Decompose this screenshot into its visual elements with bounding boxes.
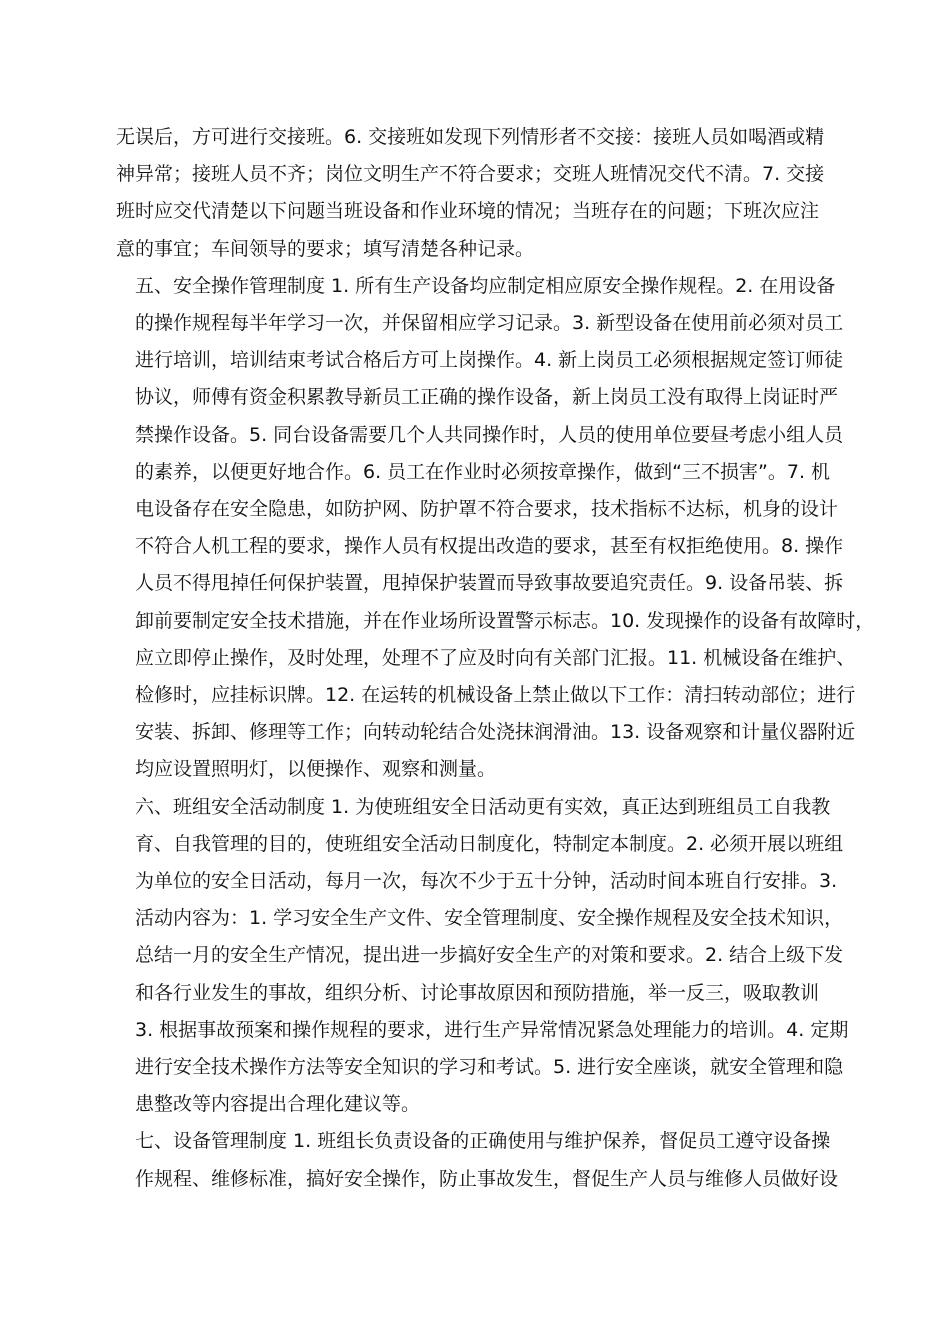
text-line: 患整改等内容提出合理化建议等。: [135, 1093, 421, 1116]
text-line: 六、班组安全活动制度 1. 为使班组安全日活动更有实效，真正达到班组员工自我教: [135, 795, 831, 818]
paragraph-handover-continued: [116, 119, 846, 268]
text-line: 和各行业发生的事故，组织分析、讨论事故原因和预防措施，举一反三，吸取教训: [135, 981, 820, 1004]
text-line: 人员不得甩掉任何保护装置，甩掉保护装置而导致事故要追究责任。9. 设备吊装、拆: [135, 572, 844, 595]
text-line: 为单位的安全日活动，每月一次，每次不少于五十分钟，活动时间本班自行安排。3.: [135, 870, 838, 893]
text-line: 进行安全技术操作方法等安全知识的学习和考试。5. 进行安全座谈，就安全管理和隐: [135, 1056, 844, 1079]
text-line: 七、设备管理制度 1. 班组长负责设备的正确使用与维护保养，督促员工遵守设备操: [135, 1130, 831, 1153]
text-line: 不符合人机工程的要求，操作人员有权提出改造的要求，甚至有权拒绝使用。8. 操作: [135, 535, 844, 558]
paragraph-equipment-management: [116, 1123, 846, 1197]
paragraph-safe-operation: [116, 268, 875, 789]
text-line: 均应设置照明灯，以便操作、观察和测量。: [135, 758, 497, 781]
text-line: 应立即停止操作，及时处理，处理不了应及时向有关部门汇报。11. 机械设备在维护、: [135, 646, 856, 669]
text-line: 电设备存在安全隐患，如防护网、防护罩不符合要求，技术指标不达标，机身的设计: [135, 498, 839, 521]
text-line: 意的事宜；车间领导的要求；填写清楚各种记录。: [116, 237, 535, 260]
text-line: 的素养，以便更好地合作。6. 员工在作业时必须按章操作，做到“三不损害”。7. 机: [135, 460, 831, 483]
text-line: 总结一月的安全生产情况，提出进一步搞好安全生产的对策和要求。2. 结合上级下发: [135, 944, 844, 967]
text-line: 的操作规程每半年学习一次，并保留相应学习记录。3. 新型设备在使用前必须对员工: [135, 312, 844, 335]
document-page: [116, 119, 875, 1198]
paragraph-team-safety-activity: [116, 789, 849, 1124]
text-line: 育、自我管理的目的，使班组安全活动日制度化，特制定本制度。2. 必须开展以班组: [135, 832, 844, 855]
text-line: 检修时，应挂标识牌。12. 在运转的机械设备上禁止做以下工作：清扫转动部位；进行: [135, 684, 856, 707]
text-line: 无误后，方可进行交接班。6. 交接班如发现下列情形者不交接：接班人员如喝酒或精: [116, 126, 825, 148]
text-line: 禁操作设备。5. 同台设备需要几个人共同操作时，人员的使用单位要昼考虑小组人员: [135, 423, 844, 446]
text-line: 进行培训，培训结束考试合格后方可上岗操作。4. 新上岗员工必须根据规定签订师徒: [135, 349, 844, 372]
text-line: 安装、拆卸、修理等工作；向转动轮结合处浇抹润滑油。13. 设备观察和计量仪器附近: [135, 721, 856, 744]
text-line: 活动内容为：1. 学习安全生产文件、安全管理制度、安全操作规程及安全技术知识，: [135, 907, 844, 930]
text-line: 神异常；接班人员不齐；岗位文明生产不符合要求；交班人班情况交代不清。7. 交接: [116, 163, 825, 186]
text-line: 协议，师傅有资金积累教导新员工正确的操作设备，新上岗员工没有取得上岗证时严: [135, 386, 839, 409]
text-line: 五、安全操作管理制度 1. 所有生产设备均应制定相应原安全操作规程。2. 在用设备: [135, 274, 836, 297]
text-line: 卸前要制定安全技术措施，并在作业场所设置警示标志。10. 发现操作的设备有故障时，: [135, 609, 875, 632]
text-line: 3. 根据事故预案和操作规程的要求，进行生产异常情况紧急处理能力的培训。4. 定期: [135, 1018, 849, 1041]
text-line: 作规程、维修标准，搞好安全操作，防止事故发生，督促生产人员与维修人员做好设: [135, 1167, 839, 1190]
text-line: 班时应交代清楚以下问题当班设备和作业环境的情况；当班存在的问题；下班次应注: [116, 200, 820, 223]
